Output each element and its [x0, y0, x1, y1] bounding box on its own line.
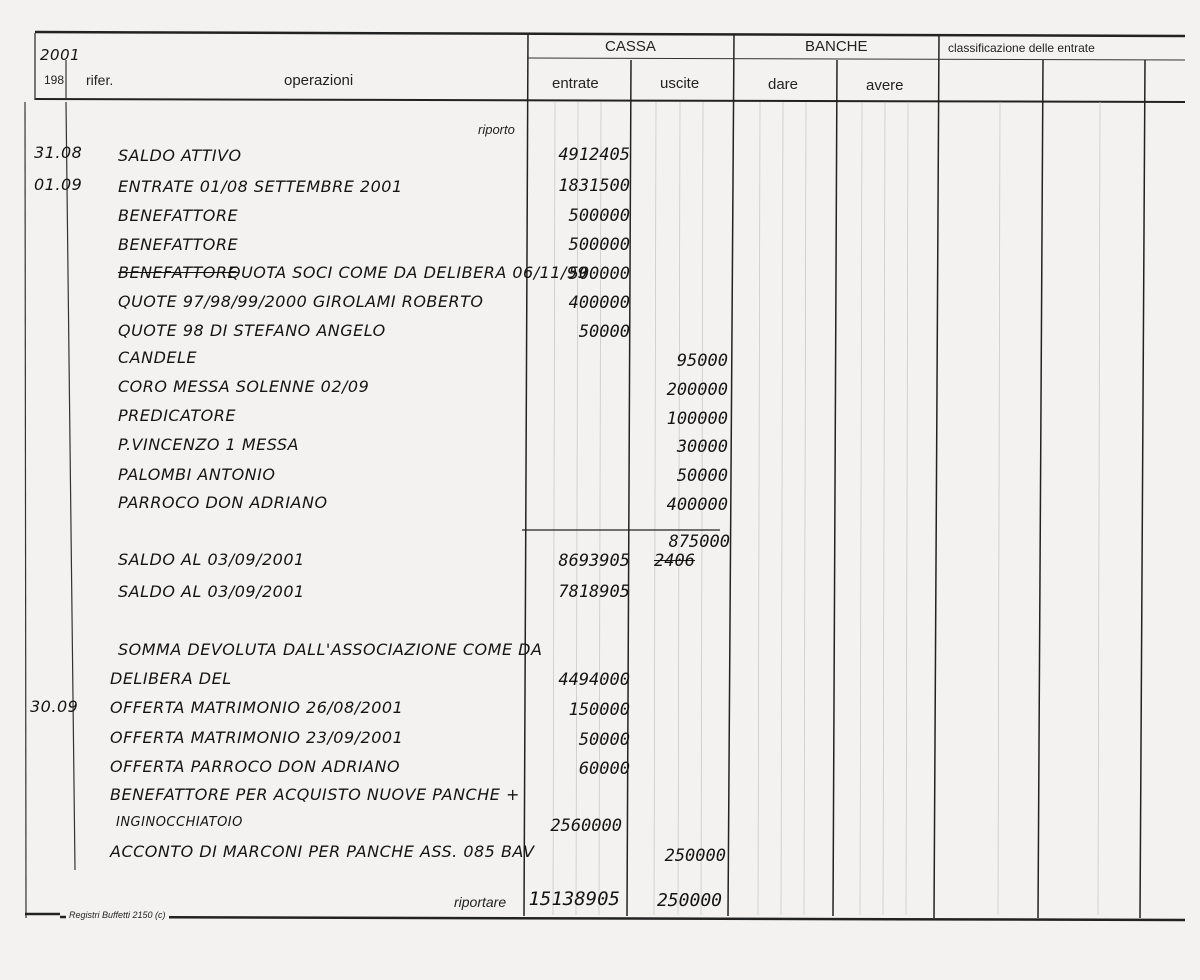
row-desc: P.VINCENZO 1 MESSA — [118, 435, 299, 454]
row-uscite: 100000 — [666, 409, 728, 429]
classificazione-header: classificazione delle entrate — [948, 41, 1095, 55]
row-desc: OFFERTA PARROCO DON ADRIANO — [110, 757, 401, 776]
row-date: 30.09 — [30, 697, 79, 716]
row-desc: DELIBERA DEL — [110, 669, 232, 688]
row-entrate: 400000 — [568, 293, 630, 313]
row-desc: QUOTA SOCI COME DA DELIBERA 06/11/99 — [228, 263, 589, 282]
row-date: 31.08 — [34, 143, 83, 162]
row-entrate: 500000 — [568, 235, 630, 255]
row-entrate: 2560000 — [550, 816, 622, 836]
row-desc: SOMMA DEVOLUTA DALL'ASSOCIAZIONE COME DA — [118, 640, 543, 659]
row-uscite: 250000 — [664, 846, 726, 866]
row-desc: BENEFATTORE — [118, 206, 239, 225]
row-desc: CORO MESSA SOLENNE 02/09 — [118, 377, 370, 396]
row-uscite: 50000 — [676, 466, 728, 486]
row-desc: ENTRATE 01/08 SETTEMBRE 2001 — [118, 177, 403, 196]
row-desc: INGINOCCHIATOIO — [116, 815, 243, 830]
row-entrate: 1831500 — [558, 176, 630, 196]
footer-brand: Registri Buffetti 2150 (c) — [66, 910, 169, 920]
dare-header: dare — [768, 76, 799, 93]
banche-header: BANCHE — [805, 38, 868, 55]
row-desc: SALDO ATTIVO — [118, 146, 242, 165]
row-desc: ACCONTO DI MARCONI PER PANCHE ASS. 085 BAV — [110, 842, 535, 861]
total-entrate: 15138905 — [528, 888, 620, 910]
row-uscite: 95000 — [676, 351, 728, 371]
saldo-entrate: 7818905 — [558, 582, 630, 602]
saldo-entrate: 8693905 — [558, 551, 630, 571]
page-number: 198 — [44, 73, 65, 87]
row-entrate: 60000 — [578, 759, 630, 779]
operazioni-header: operazioni — [284, 72, 354, 89]
riportare-label: riportare — [454, 894, 507, 910]
row-desc: PALOMBI ANTONIO — [118, 465, 276, 484]
row-desc: QUOTE 98 DI STEFANO ANGELO — [118, 321, 386, 340]
row-desc: PARROCO DON ADRIANO — [118, 493, 328, 512]
uscite-header: uscite — [660, 75, 700, 92]
cassa-header: CASSA — [605, 38, 656, 55]
row-desc: PREDICATORE — [118, 406, 236, 425]
row-entrate: 500000 — [568, 206, 630, 226]
row-entrate: 4912405 — [558, 145, 630, 165]
saldo-desc: SALDO AL 03/09/2001 — [118, 550, 305, 569]
row-uscite: 200000 — [666, 380, 728, 400]
year: 2001 — [40, 46, 81, 64]
row-desc: OFFERTA MATRIMONIO 26/08/2001 — [110, 698, 404, 717]
row-entrate: 500000 — [568, 264, 630, 284]
row-desc-struck: BENEFATTORE — [118, 263, 239, 282]
saldo-desc: SALDO AL 03/09/2001 — [118, 582, 305, 601]
total-uscite: 250000 — [656, 890, 722, 911]
row-date: 01.09 — [34, 175, 83, 194]
row-entrate: 150000 — [568, 700, 630, 720]
row-desc: BENEFATTORE PER ACQUISTO NUOVE PANCHE + — [110, 785, 520, 804]
row-uscite: 30000 — [676, 437, 728, 457]
saldo-uscite: 2406 — [654, 551, 695, 571]
subtotal-uscite: 875000 — [668, 532, 730, 552]
entrate-header: entrate — [552, 75, 599, 92]
row-desc: CANDELE — [118, 348, 198, 367]
rifer-header: rifer. — [86, 72, 114, 88]
row-entrate: 50000 — [578, 730, 630, 750]
row-entrate: 4494000 — [558, 670, 630, 690]
row-desc: OFFERTA MATRIMONIO 23/09/2001 — [110, 728, 404, 747]
riporto-label: riporto — [478, 122, 515, 137]
row-desc: BENEFATTORE — [118, 235, 239, 254]
row-desc: QUOTE 97/98/99/2000 GIROLAMI ROBERTO — [118, 292, 484, 311]
avere-header: avere — [866, 77, 904, 94]
row-entrate: 50000 — [578, 322, 630, 342]
row-uscite: 400000 — [666, 495, 728, 515]
